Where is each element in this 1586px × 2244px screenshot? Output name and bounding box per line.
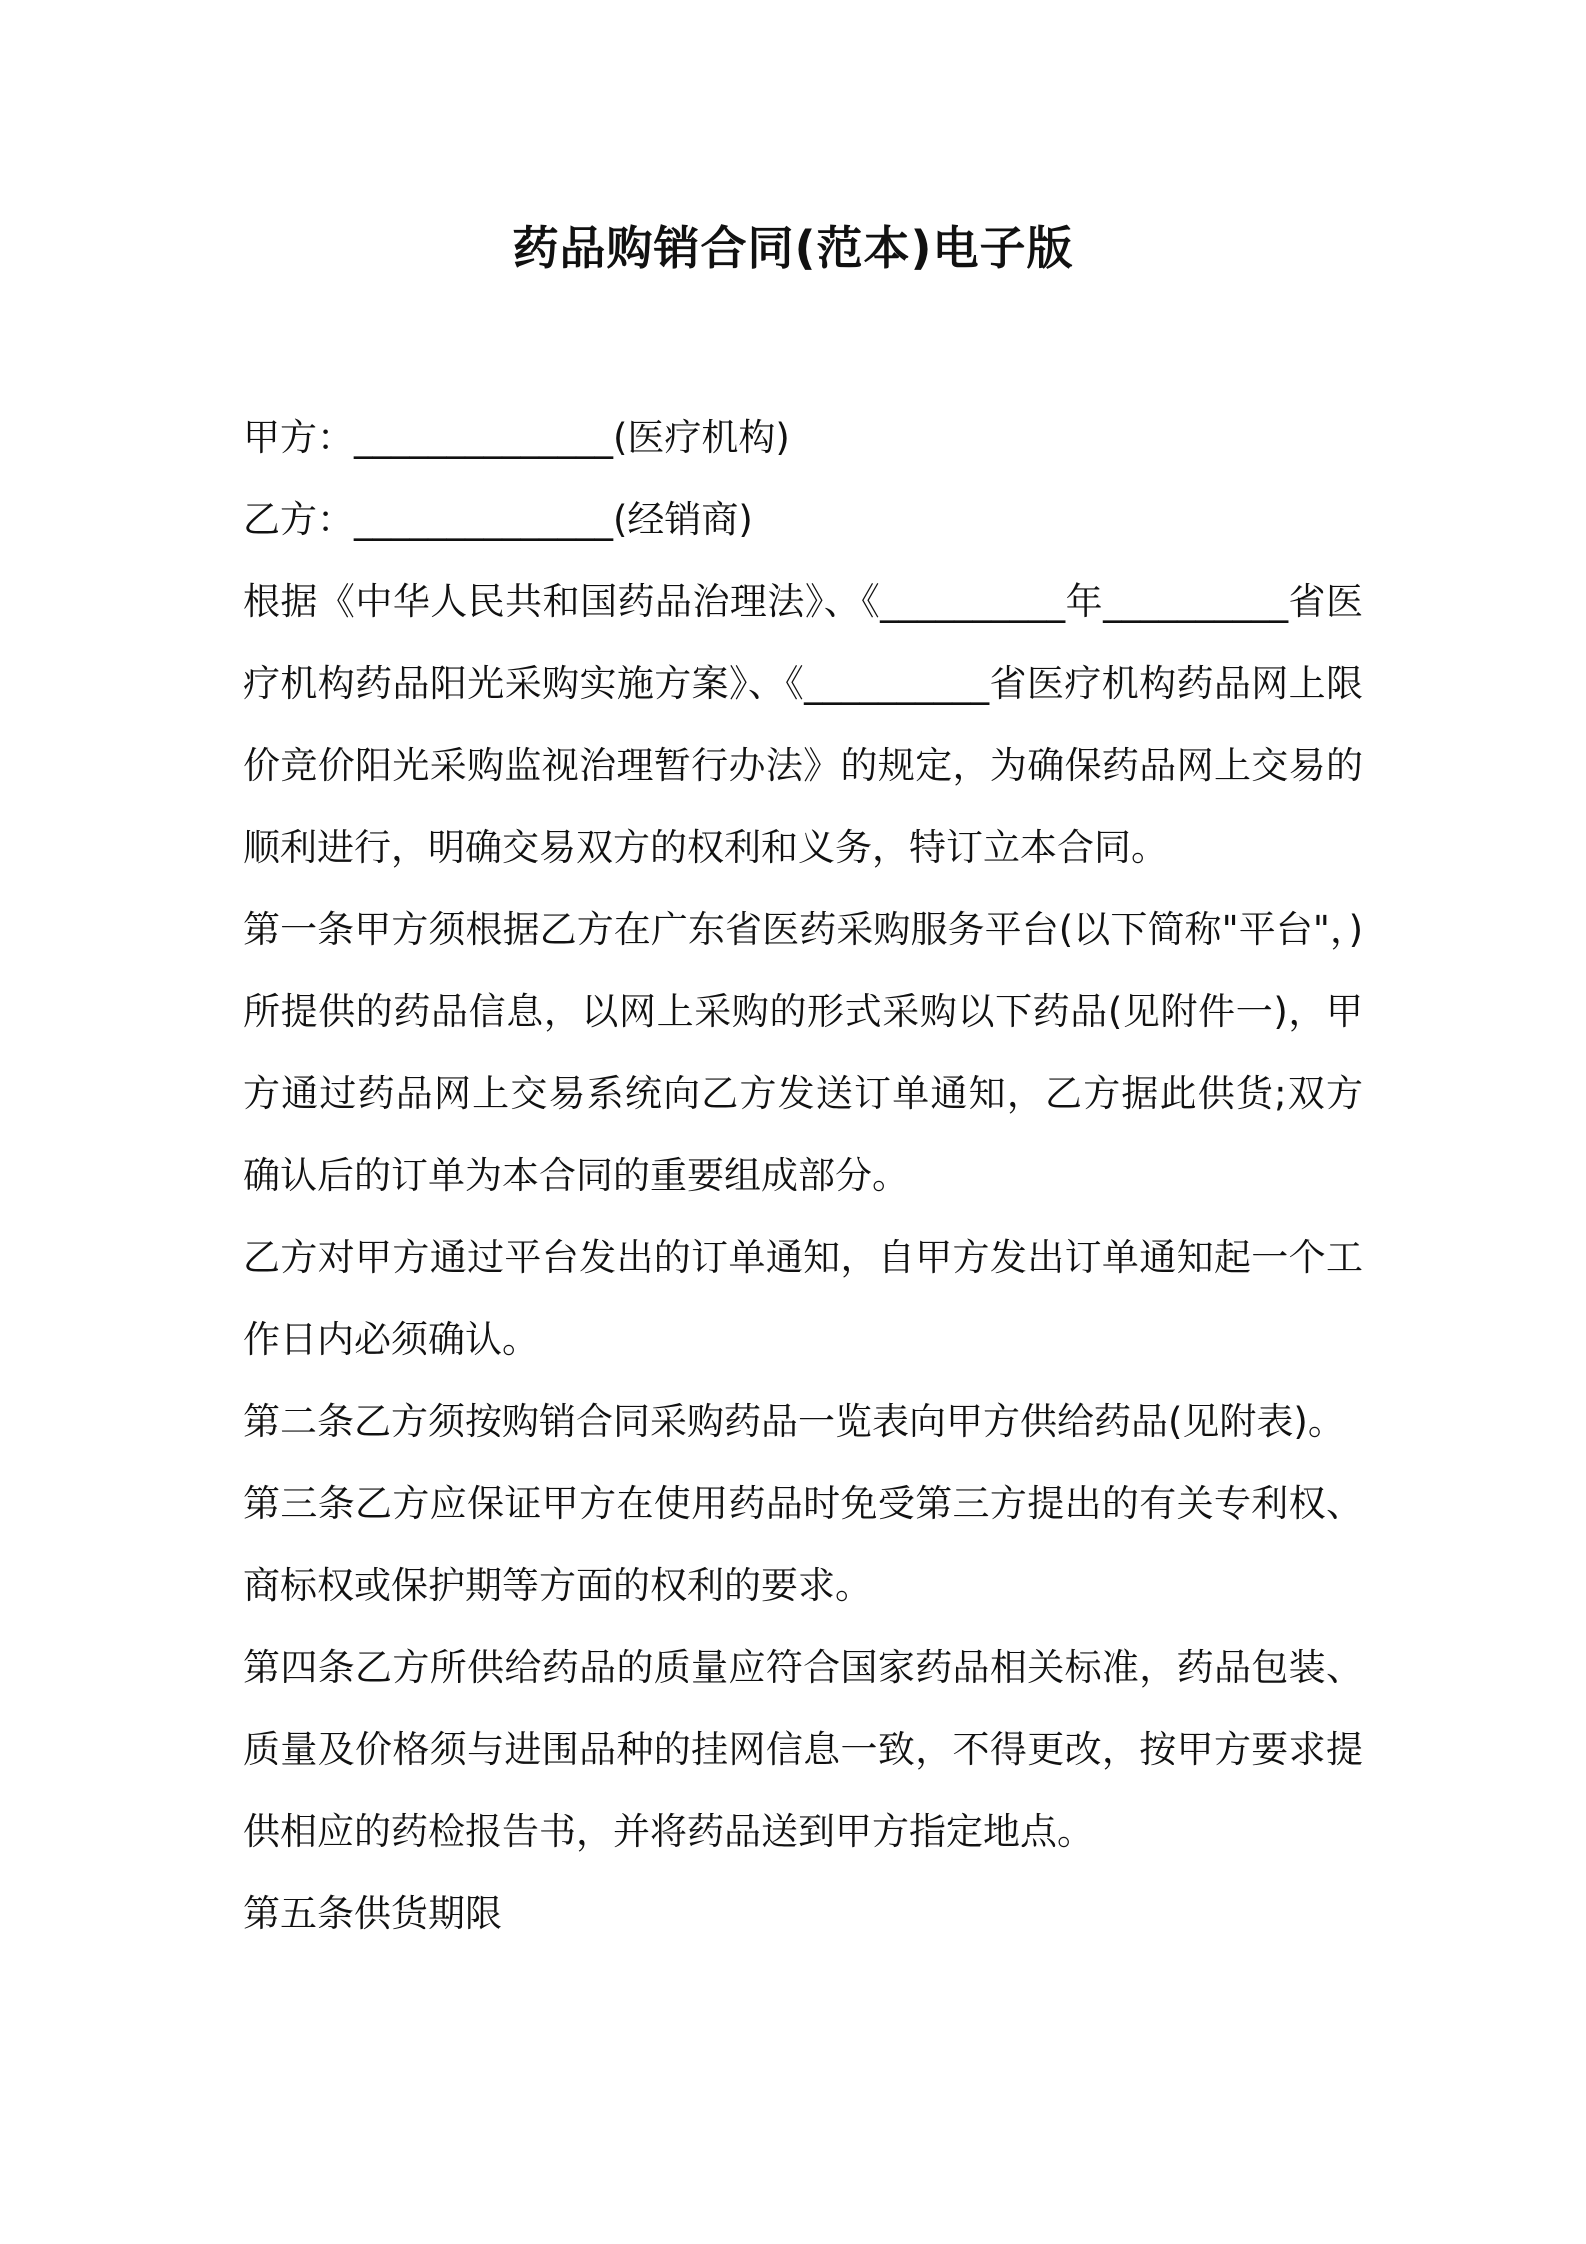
order-confirmation-paragraph: 乙方对甲方通过平台发出的订单通知，自甲方发出订单通知起一个工作日内必须确认。: [243, 1236, 1363, 1361]
article-5-heading: 第五条供货期限: [243, 1892, 502, 1935]
preamble-paragraph: 根据《中华人民共和国药品治理法》、《__________年__________省医疗机构药品阳光采购实施方案》、《__________省医疗机构药品网上限价竞价阳光采购监视治理暂行办法》的规定，为确保药品网上交易的顺利进行，明确交易双方的权利和义务，特订立本合同。: [243, 580, 1363, 869]
document-body: [243, 397, 1363, 1955]
article-2-paragraph: 第二条乙方须按购销合同采购药品一览表向甲方供给药品(见附表)。: [243, 1400, 1345, 1443]
article-3-paragraph: 第三条乙方应保证甲方在使用药品时免受第三方提出的有关专利权、商标权或保护期等方面的权利的要求。: [243, 1482, 1363, 1607]
article-4-paragraph: 第四条乙方所供给药品的质量应符合国家药品相关标准，药品包装、质量及价格须与进围品种的挂网信息一致，不得更改，按甲方要求提供相应的药检报告书，并将药品送到甲方指定地点。: [243, 1646, 1363, 1853]
document-title: 药品购销合同(范本)电子版: [512, 221, 1074, 275]
party-a-line: 甲方：______________(医疗机构): [243, 416, 790, 459]
article-1-paragraph: 第一条甲方须根据乙方在广东省医药采购服务平台(以下简称"平台"，)所提供的药品信息，以网上采购的形式采购以下药品(见附件一)，甲方通过药品网上交易系统向乙方发送订单通知，乙方据此供货;双方确认后的订单为本合同的重要组成部分。: [243, 908, 1363, 1197]
party-b-line: 乙方：______________(经销商): [243, 498, 753, 541]
